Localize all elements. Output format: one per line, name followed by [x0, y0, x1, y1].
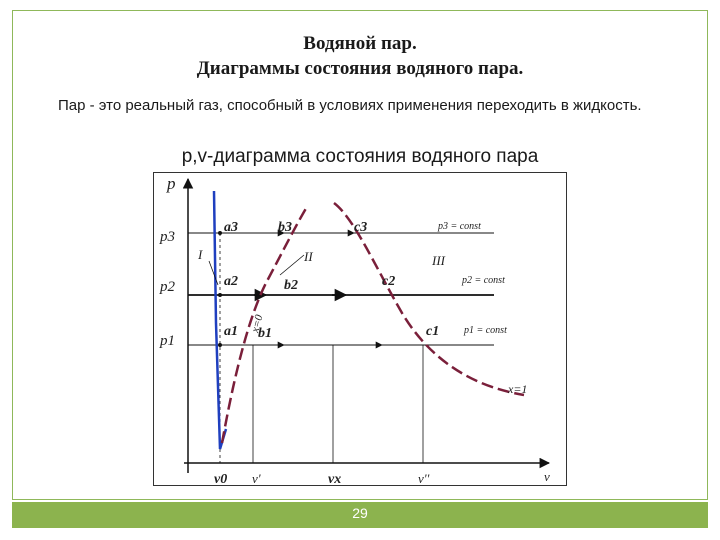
diagram-caption: p,v-диаграмма состояния водяного пара: [181, 146, 539, 167]
label-iso-p2: p2 = const: [462, 275, 505, 286]
label-b1: b1: [258, 326, 272, 341]
region-II: II: [304, 249, 313, 264]
label-b3: b3: [278, 220, 292, 235]
page-number: 29: [352, 505, 368, 521]
pv-diagram-svg: [154, 173, 568, 487]
label-vx: vx: [328, 472, 342, 487]
point-a3: [218, 231, 222, 235]
label-v0: v0: [214, 472, 228, 487]
label-vdprime: v'': [418, 471, 430, 486]
region-I: I: [198, 247, 203, 262]
label-vprime: v': [252, 471, 261, 486]
label-iso-p1: p1 = const: [464, 325, 507, 336]
label-a2: a2: [224, 274, 238, 289]
label-x0: x=0: [249, 313, 266, 334]
slide-title-line2: Диаграммы состояния водяного пара.: [196, 58, 524, 79]
label-p1: p1: [160, 333, 175, 349]
label-c3: c3: [354, 220, 368, 235]
axis-p-label: p: [167, 174, 176, 193]
slide-title-line1: Водяной пар.: [303, 33, 417, 54]
label-c2: c2: [382, 274, 396, 289]
label-iso-p3: p3 = const: [438, 221, 481, 232]
label-p2: p2: [160, 279, 175, 295]
point-a1: [218, 343, 222, 347]
leader-II: [280, 255, 304, 275]
intro-text: Пар - это реальный газ, способный в условиях применения переходить в жидкость.: [58, 97, 642, 114]
label-c1: c1: [426, 324, 440, 339]
label-x1: x=1: [508, 382, 528, 396]
label-a1: a1: [224, 324, 238, 339]
label-p3: p3: [160, 229, 175, 245]
point-a2: [218, 293, 222, 297]
label-a3: a3: [224, 220, 238, 235]
leader-I: [209, 261, 218, 285]
region-III: III: [432, 253, 445, 268]
pv-diagram: [153, 172, 567, 486]
label-b2: b2: [284, 278, 298, 293]
axis-v-label: v: [544, 469, 550, 484]
